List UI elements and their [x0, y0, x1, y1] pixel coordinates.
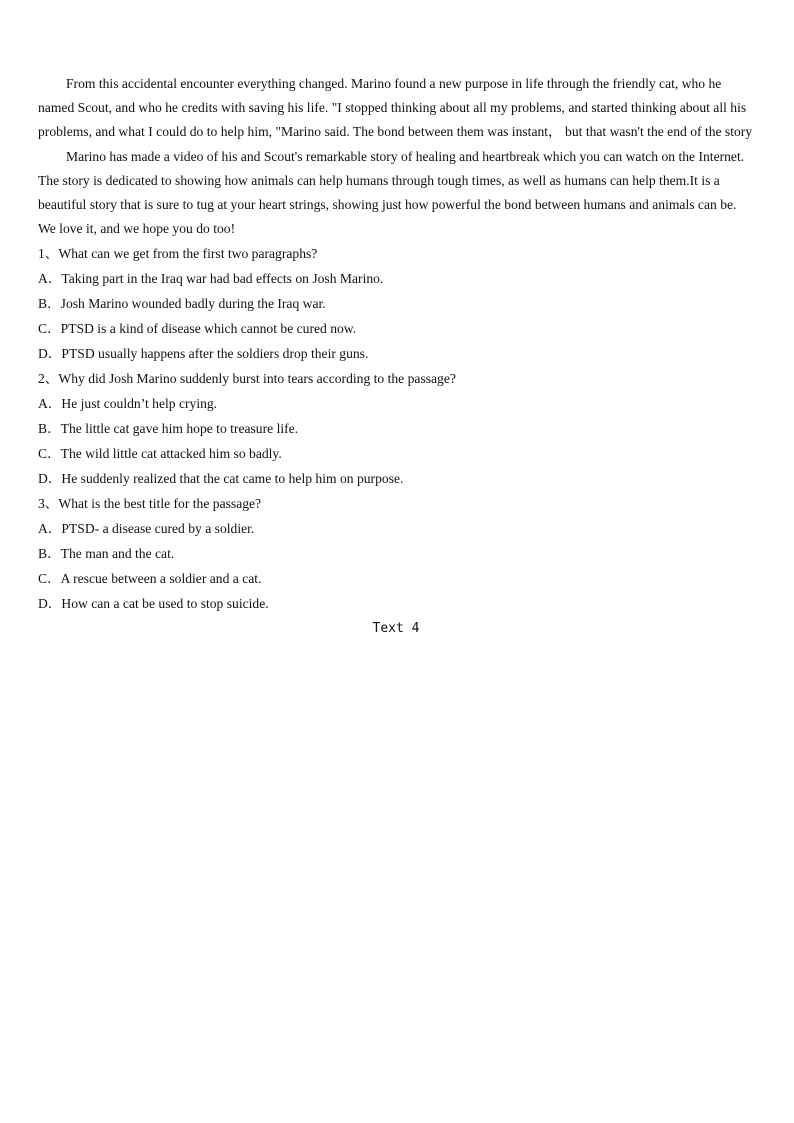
question-stem: 2、Why did Josh Marino suddenly burst into tears according to the passage?	[38, 371, 456, 387]
passage	[38, 72, 754, 241]
document-page	[38, 72, 754, 641]
answer-option: A．Taking part in the Iraq war had bad effects on Josh Marino.	[38, 271, 384, 287]
answer-option: D．He suddenly realized that the cat came to help him on purpose.	[38, 471, 404, 487]
answer-option: C．The wild little cat attacked him so badly.	[38, 446, 282, 462]
passage-paragraph: Marino has made a video of his and Scout's remarkable story of healing and heartbreak which you can watch on the Internet. The story is dedicated to showing how animals can help humans through tough times, as well as humans can help them.It is a beautiful story that is sure to tug at your heart strings, showing just how powerful the bond between humans and animals can be. We love it, and we hope you do too!	[38, 148, 745, 237]
answer-option: D．PTSD usually happens after the soldiers drop their guns.	[38, 346, 369, 362]
question-block	[38, 241, 754, 366]
answer-option: A．PTSD- a disease cured by a soldier.	[38, 521, 255, 537]
answer-option: B．The little cat gave him hope to treasure life.	[38, 421, 299, 437]
passage-paragraph: From this accidental encounter everything changed. Marino found a new purpose in life through the friendly cat, who he named Scout, and who he credits with saving his life. "I stopped thinking about all my problems, and started thinking about all his problems, and what I could do to help him, "Marino said. The bond between them was instant， but that wasn't the end of the story	[38, 76, 753, 140]
answer-option: C．A rescue between a soldier and a cat.	[38, 571, 262, 587]
answer-option: A．He just couldn’t help crying.	[38, 396, 218, 412]
answer-option: C．PTSD is a kind of disease which cannot be cured now.	[38, 321, 357, 337]
next-section-heading: Text 4	[372, 621, 420, 637]
answer-option: D．How can a cat be used to stop suicide.	[38, 596, 269, 612]
answer-option: B．Josh Marino wounded badly during the Iraq war.	[38, 296, 326, 312]
question-stem: 1、What can we get from the first two paragraphs?	[38, 246, 318, 262]
question-block	[38, 491, 754, 616]
question-stem: 3、What is the best title for the passage?	[38, 496, 262, 512]
answer-option: B．The man and the cat.	[38, 546, 175, 562]
question-block	[38, 366, 754, 491]
